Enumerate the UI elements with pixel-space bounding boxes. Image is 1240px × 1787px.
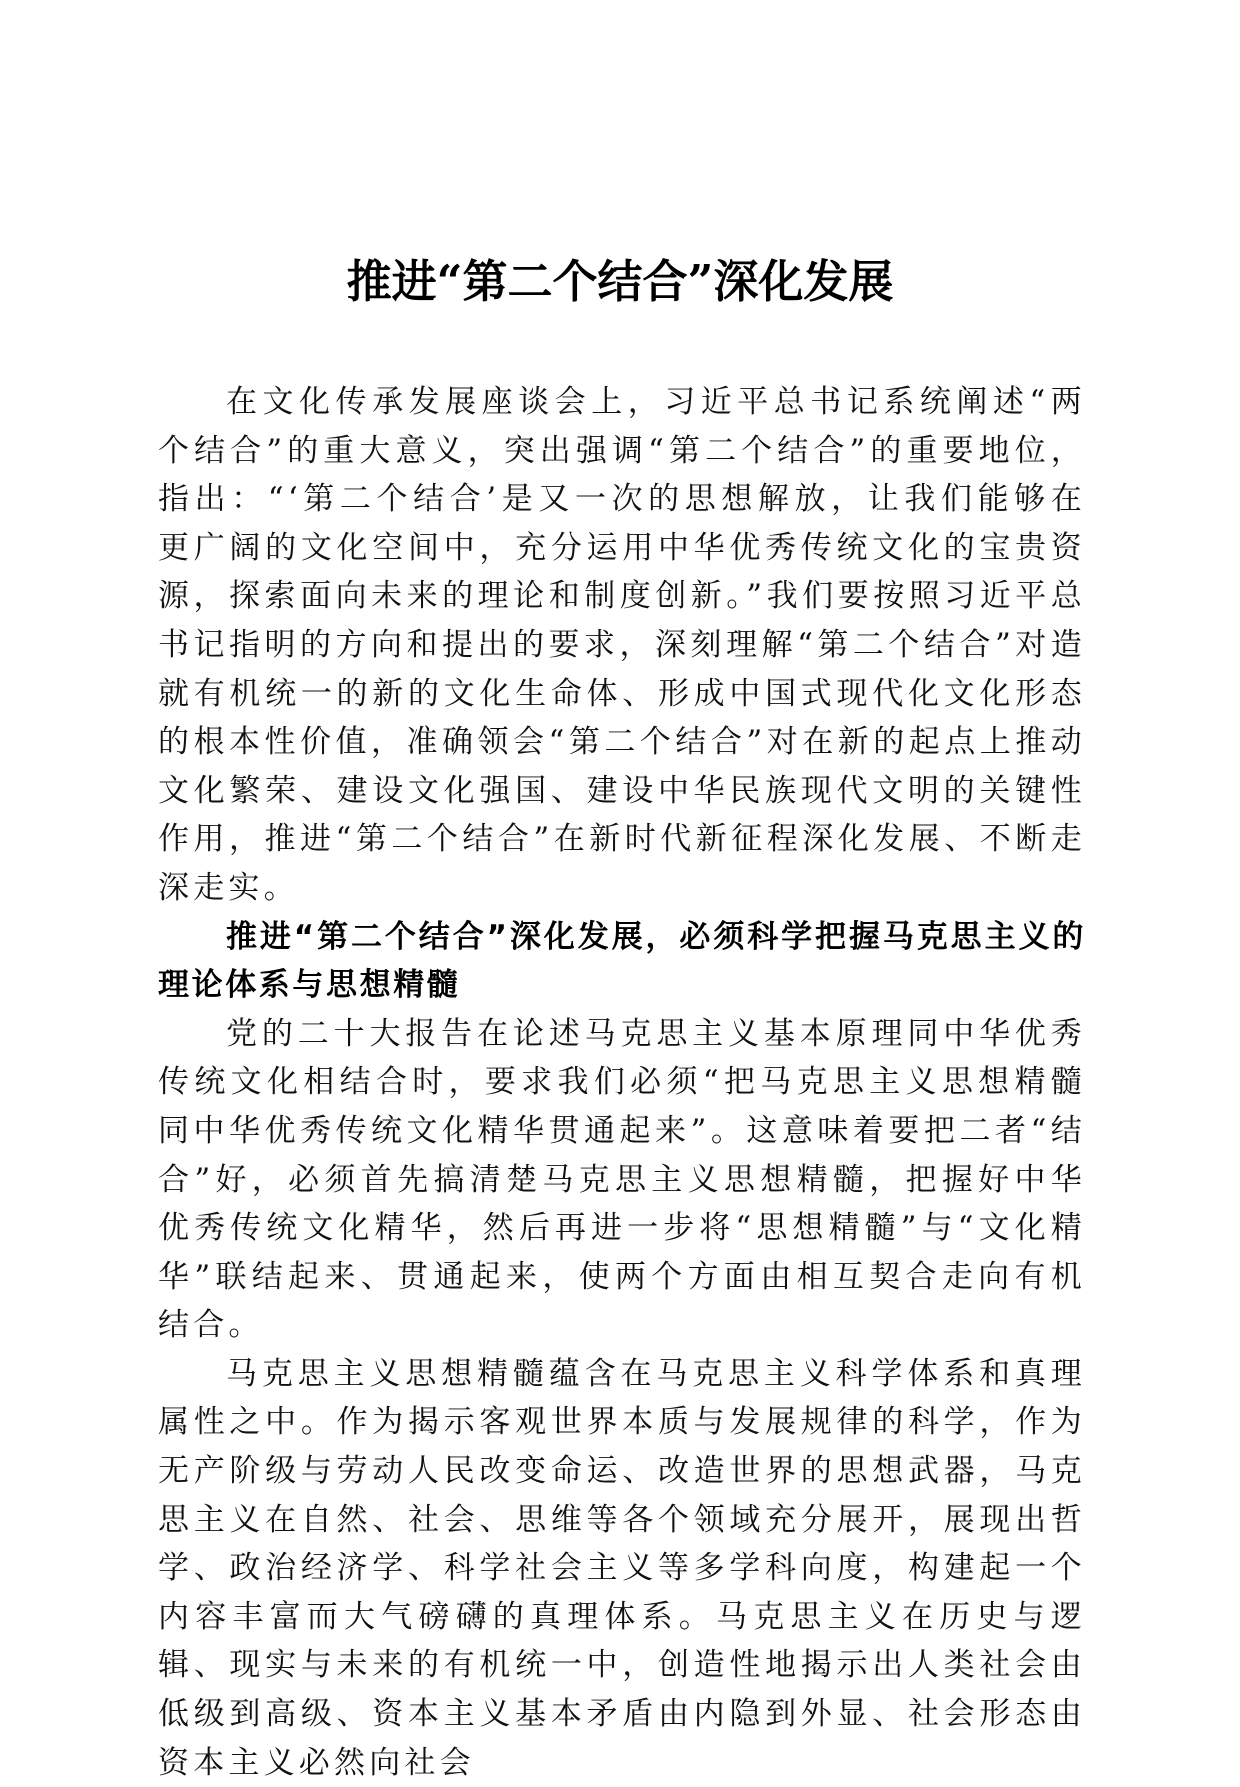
intro-paragraph: 在文化传承发展座谈会上，习近平总书记系统阐述“两个结合”的重大意义，突出强调“第二个结合”的重要地位，指出：“‘第二个结合’是又一次的思想解放，让我们能够在更广阔的文化空间中，充分运用中华优秀传统文化的宝贵资源，探索面向未来的理论和制度创新。”我们要按照习近平总书记指明的方向和提出的要求，深刻理解“第二个结合”对造就有机统一的新的文化生命体、形成中国式现代化文化形态的根本性价值，准确领会“第二个结合”对在新的起点上推动文化繁荣、建设文化强国、建设中华民族现代文明的关键性作用，推进“第二个结合”在新时代新征程深化发展、不断走深走实。 — [158, 384, 1086, 906]
document-title: 推进“第二个结合”深化发展 — [346, 255, 894, 308]
section-heading: 推进“第二个结合”深化发展，必须科学把握马克思主义的理论体系与思想精髓 — [158, 918, 1086, 1004]
section-paragraph-2: 马克思主义思想精髓蕴含在马克思主义科学体系和真理属性之中。作为揭示客观世界本质与发展规律的科学，作为无产阶级与劳动人民改变命运、改造世界的思想武器，马克思主义在自然、社会、思维等各个领域充分展开，展现出哲学、政治经济学、科学社会主义等多学科向度，构建起一个内容丰富而大气磅礴的真理体系。马克思主义在历史与逻辑、现实与未来的有机统一中，创造性地揭示出人类社会由低级到高级、资本主义基本矛盾由内隐到外显、社会形态由资本主义必然向社会 — [158, 1355, 1086, 1781]
section-paragraph-1: 党的二十大报告在论述马克思主义基本原理同中华优秀传统文化相结合时，要求我们必须“把马克思主义思想精髓同中华优秀传统文化精华贯通起来”。这意味着要把二者“结合”好，必须首先搞清楚马克思主义思想精髓，把握好中华优秀传统文化精华，然后再进一步将“思想精髓”与“文化精华”联结起来、贯通起来，使两个方面由相互契合走向有机结合。 — [158, 1015, 1086, 1344]
document-body — [158, 378, 1086, 1787]
